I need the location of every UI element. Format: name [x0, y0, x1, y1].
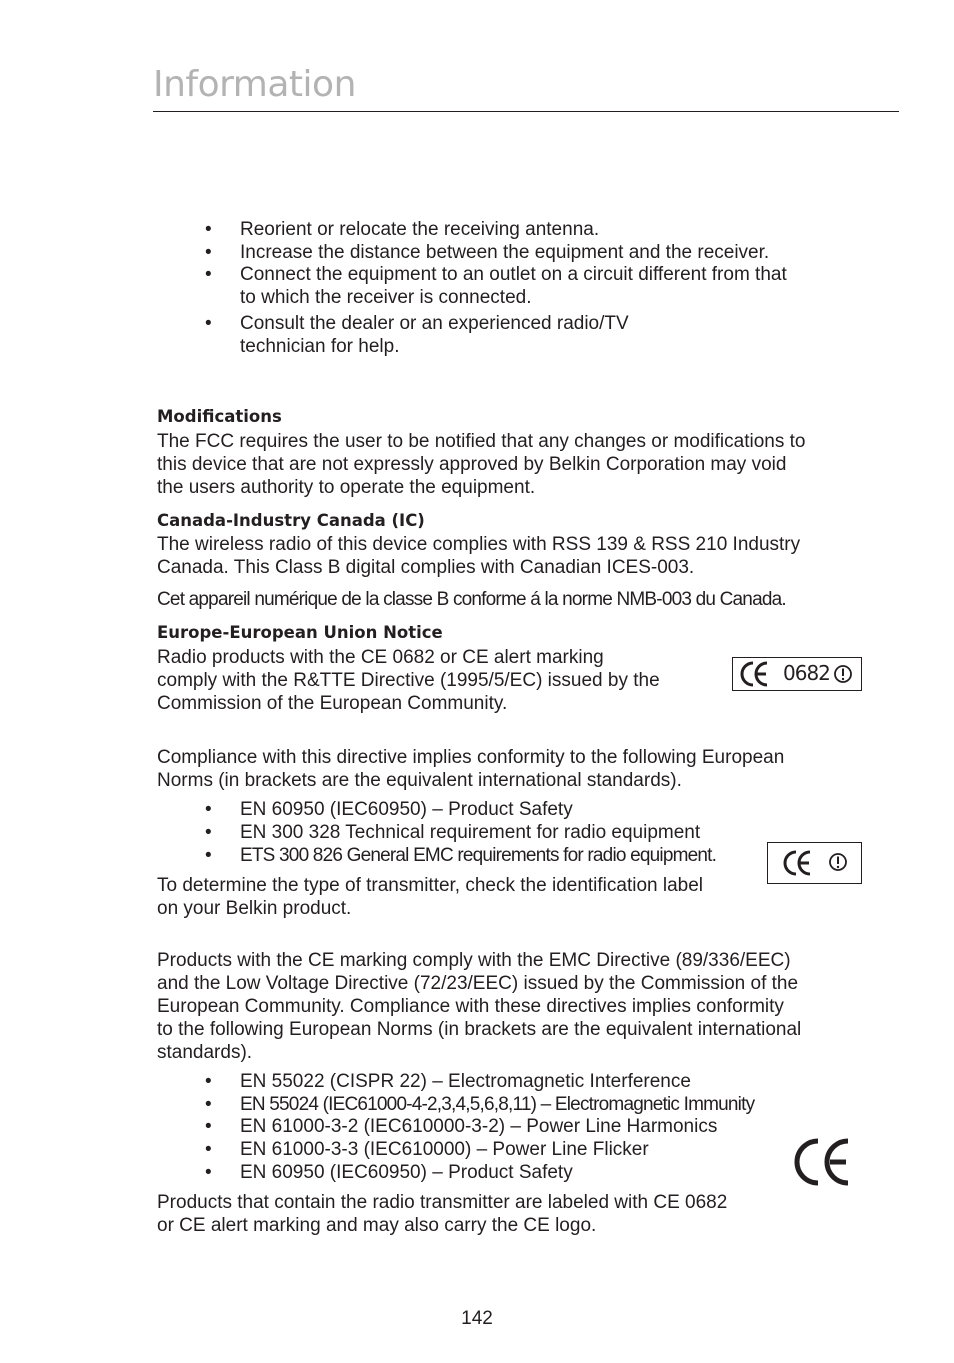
ce-alert-mark: [767, 842, 862, 884]
ce-logo-icon: [792, 1137, 854, 1187]
section-heading-canada: Canada-Industry Canada (IC): [157, 511, 425, 530]
ce-marking-paragraph: Products with the CE marking comply with the EMC Directive (89/336/EEC) and the Low Voltage Directive (72/23/EEC) issued by the Commission of the European Community. Compliance with these directives implies conformity to the following European Norms (in brackets are the equivalent international standards).: [157, 950, 802, 1063]
title-divider: [153, 111, 899, 112]
bullet-icon: •: [205, 242, 212, 263]
section-heading-modifications: Modifications: [157, 407, 282, 426]
bullet-icon: •: [205, 219, 212, 240]
transmitter-label-paragraph: To determine the type of transmitter, check the identification label on your Belkin product.: [157, 875, 704, 919]
bullet-icon: •: [205, 313, 212, 334]
bullet-icon: •: [205, 264, 212, 285]
bullet-icon: •: [205, 1116, 212, 1137]
bullet-icon: •: [205, 822, 212, 843]
canada-paragraph: The wireless radio of this device complies with RSS 139 & RSS 210 Industry Canada. This Class B digital complies with Canadian ICES-003.: [157, 534, 801, 578]
page-title: Information: [153, 64, 356, 105]
ce-0682-alert-mark: [732, 657, 862, 691]
compliance-paragraph: Compliance with this directive implies conformity to the following European Norms (in brackets are the equivalent international standards).: [157, 747, 785, 791]
canada-french-paragraph: Cet appareil numérique de la classe B conforme á la norme NMB-003 du Canada.: [157, 589, 786, 610]
bullet-icon: •: [205, 1071, 212, 1092]
bullet-icon: •: [205, 1162, 212, 1183]
bullet-icon: •: [205, 845, 212, 866]
section-heading-europe: Europe-European Union Notice: [157, 623, 443, 642]
modifications-paragraph: The FCC requires the user to be notified that any changes or modifications to this device that are not expressly approved by Belkin Corporation may void the users authority to operate the equipment.: [157, 431, 806, 498]
bullet-icon: •: [205, 1139, 212, 1160]
radio-transmitter-label-paragraph: Products that contain the radio transmitter are labeled with CE 0682 or CE alert marking and may also carry the CE logo.: [157, 1192, 728, 1236]
page-number: 142: [461, 1308, 493, 1329]
bullet-icon: •: [205, 799, 212, 820]
europe-paragraph: Radio products with the CE 0682 or CE alert marking comply with the R&TTE Directive (1995/5/EC) issued by the Commission of the European Community.: [157, 647, 660, 714]
ce-logo-icon: [768, 843, 861, 883]
bullet-icon: •: [205, 1094, 212, 1115]
ce-notified-body-number: 0682: [783, 661, 830, 685]
